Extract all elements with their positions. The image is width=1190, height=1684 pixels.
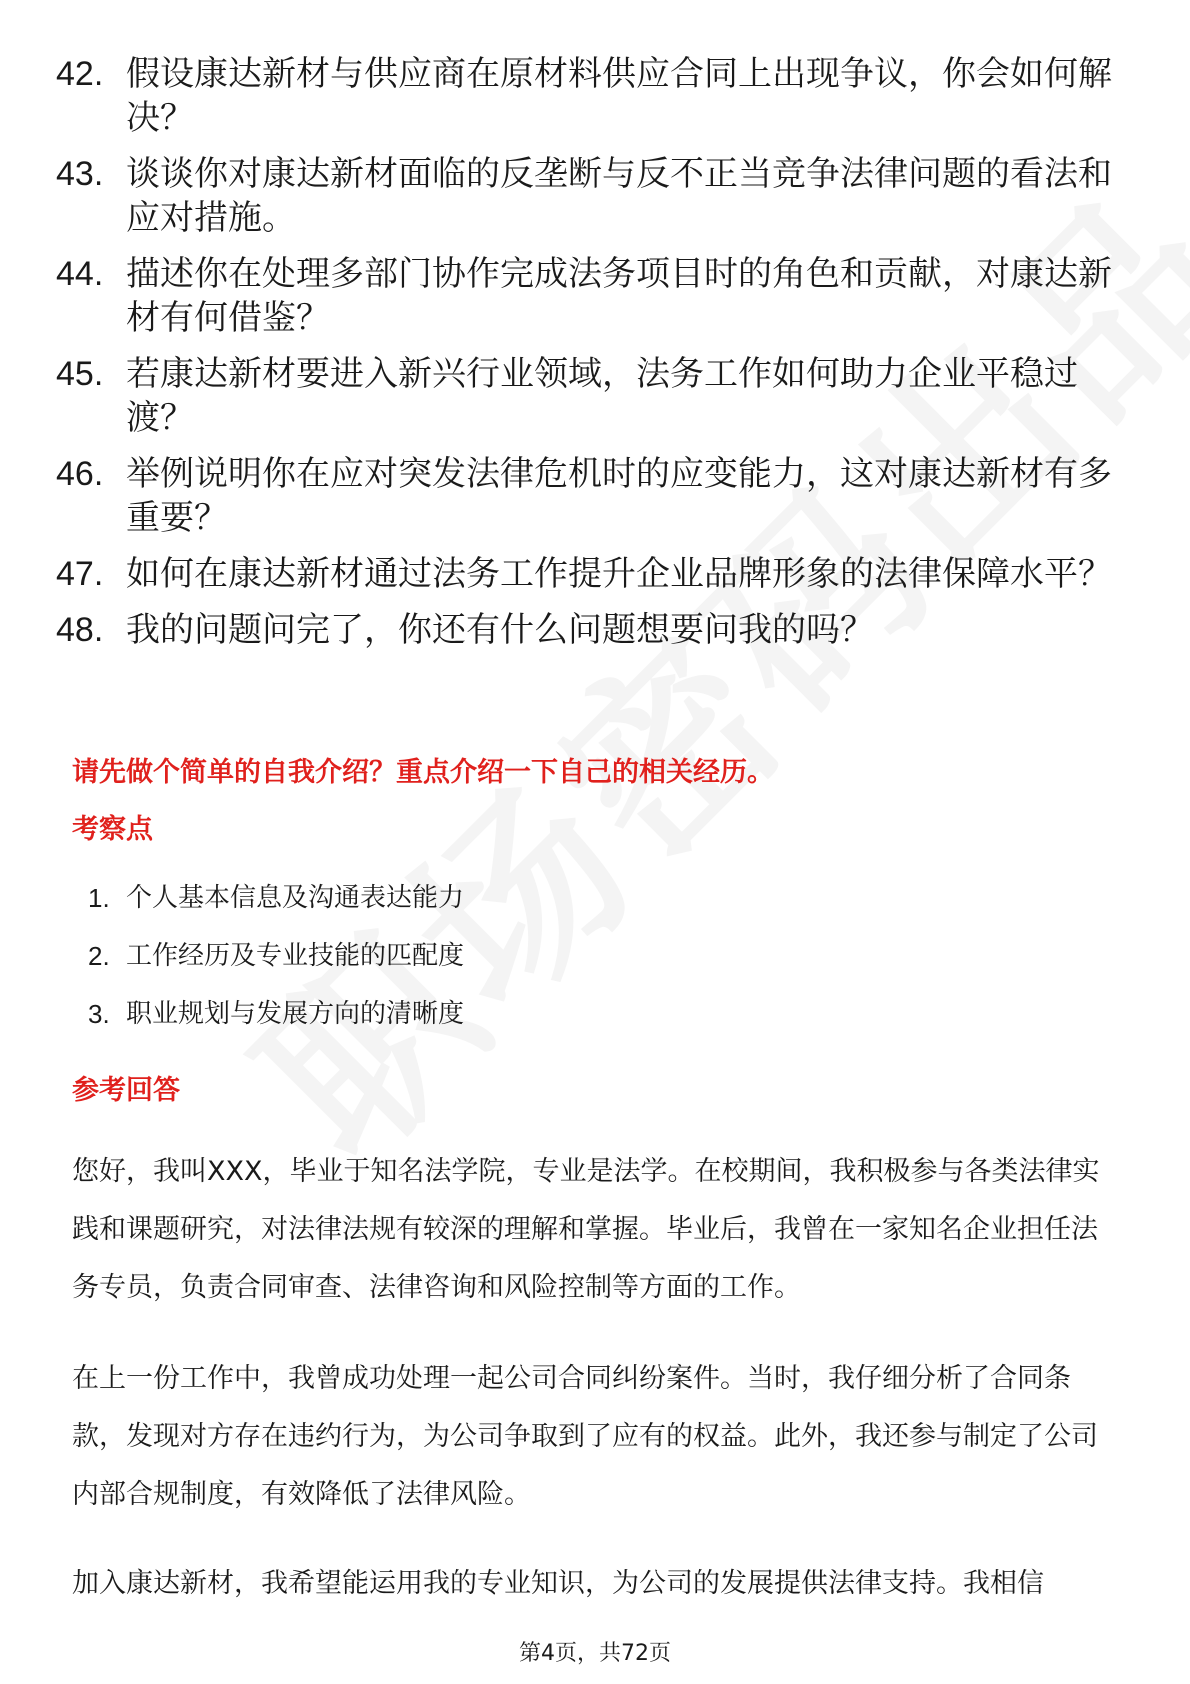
list-item: [88, 996, 464, 1032]
question-number: 45.: [56, 355, 104, 393]
question-number: 43.: [56, 155, 104, 193]
answer-heading: 参考回答: [72, 1075, 180, 1106]
question-number: 47.: [56, 555, 104, 593]
point-text: 职业规划与发展方向的清晰度: [126, 999, 465, 1029]
question-text: 若康达新材要进入新兴行业领域，法务工作如何助力企业平稳过渡？: [126, 354, 1078, 438]
answer-paragraph: 在上一份工作中，我曾成功处理一起公司合同纠纷案件。当时，我仔细分析了合同条款，发现对方存在违约行为，为公司争取到了应有的权益。此外，我还参与制定了公司内部合规制度，有效降低了法律风险。: [72, 1363, 1098, 1510]
question-item: [56, 152, 1136, 240]
question-text: 我的问题问完了，你还有什么问题想要问我的吗？: [126, 610, 874, 650]
points-heading: 考察点: [72, 814, 153, 845]
question-number: 44.: [56, 255, 104, 293]
question-text: 如何在康达新材通过法务工作提升企业品牌形象的法律保障水平？: [126, 554, 1112, 594]
question-text: 假设康达新材与供应商在原材料供应合同上出现争议，你会如何解决？: [126, 54, 1112, 138]
question-item: [56, 552, 1136, 596]
intro-question-heading: 请先做个简单的自我介绍？重点介绍一下自己的相关经历。: [72, 757, 774, 788]
question-item: [56, 608, 1136, 652]
question-item: [56, 52, 1136, 140]
question-item: [56, 252, 1136, 340]
question-item: [56, 452, 1136, 540]
question-number: 42.: [56, 55, 104, 93]
question-number: 46.: [56, 455, 104, 493]
point-number: 2.: [88, 941, 110, 971]
page-footer: 第4页，共72页: [519, 1641, 671, 1666]
question-text: 举例说明你在应对突发法律危机时的应变能力，这对康达新材有多重要？: [126, 454, 1112, 538]
question-list: [56, 52, 1136, 664]
question-text: 谈谈你对康达新材面临的反垄断与反不正当竞争法律问题的看法和应对措施。: [126, 154, 1112, 238]
point-number: 1.: [88, 883, 110, 913]
point-text: 工作经历及专业技能的匹配度: [126, 941, 465, 971]
answer-paragraph: 您好，我叫XXX，毕业于知名法学院，专业是法学。在校期间，我积极参与各类法律实践和课题研究，对法律法规有较深的理解和掌握。毕业后，我曾在一家知名企业担任法务专员，负责合同审查、法律咨询和风险控制等方面的工作。: [72, 1156, 1100, 1303]
list-item: [88, 938, 464, 974]
question-text: 描述你在处理多部门协作完成法务项目时的角色和贡献，对康达新材有何借鉴？: [126, 254, 1112, 338]
assessment-points-list: [88, 880, 464, 1054]
point-text: 个人基本信息及沟通表达能力: [126, 883, 465, 913]
question-number: 48.: [56, 611, 104, 649]
question-item: [56, 352, 1136, 440]
point-number: 3.: [88, 999, 110, 1029]
answer-paragraph: 加入康达新材，我希望能运用我的专业知识，为公司的发展提供法律支持。我相信: [72, 1568, 1044, 1599]
list-item: [88, 880, 464, 916]
